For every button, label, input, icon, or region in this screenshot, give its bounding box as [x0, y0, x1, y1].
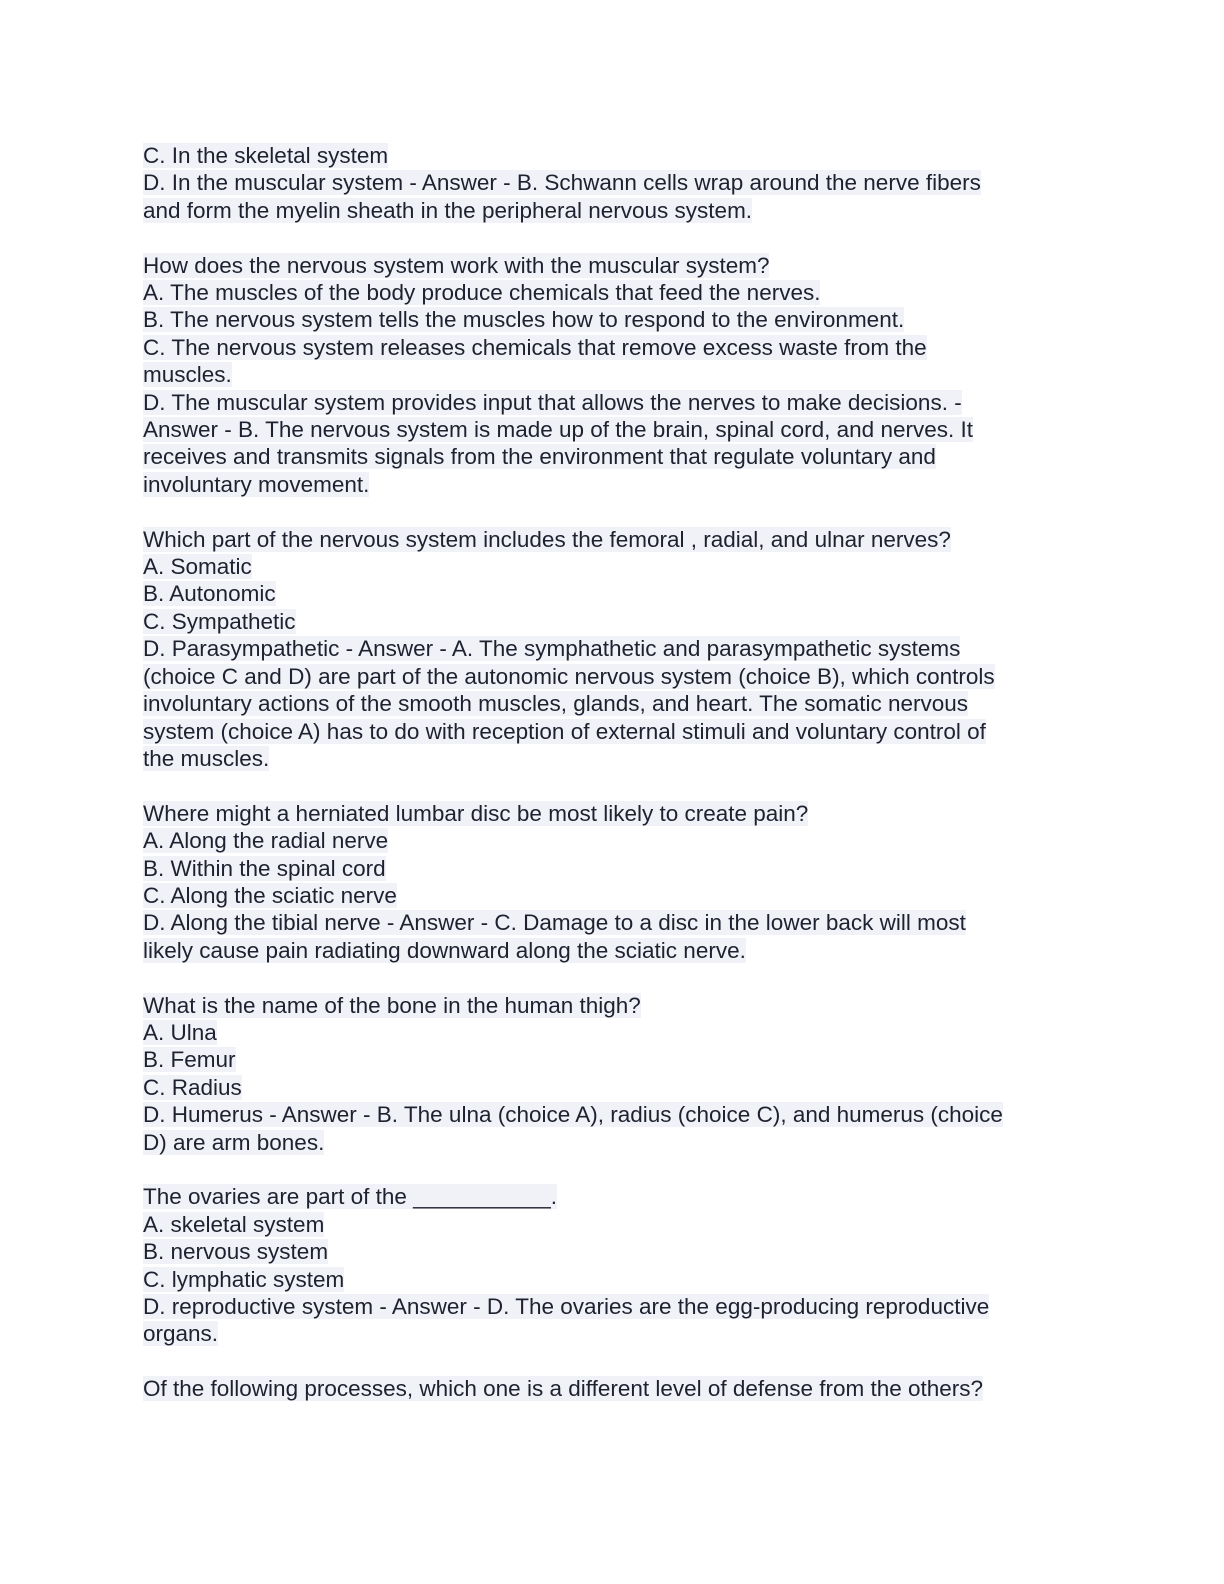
text-line-content: D) are arm bones. — [143, 1129, 325, 1155]
text-line — [143, 1101, 1073, 1128]
text-line — [143, 690, 1073, 717]
text-line — [143, 882, 1073, 909]
text-line — [143, 169, 1073, 196]
question-block — [143, 1183, 1073, 1347]
document-text — [143, 142, 1073, 1430]
text-line-content: receives and transmits signals from the environment that regulate voluntary and — [143, 444, 936, 470]
text-line-content: Where might a herniated lumbar disc be most likely to create pain? — [143, 800, 809, 826]
text-line — [143, 1074, 1073, 1101]
text-line — [143, 553, 1073, 580]
text-line — [143, 142, 1073, 169]
question-block — [143, 142, 1073, 224]
text-line — [143, 416, 1073, 443]
question-block — [143, 526, 1073, 773]
text-line-content: C. The nervous system releases chemicals that remove excess waste from the — [143, 334, 927, 360]
text-line — [143, 580, 1073, 607]
text-line — [143, 443, 1073, 470]
text-line — [143, 361, 1073, 388]
text-line-content: D. reproductive system - Answer - D. The ovaries are the egg-producing reproductive — [143, 1293, 990, 1319]
text-line-content: The ovaries are part of the ___________. — [143, 1184, 558, 1210]
text-line — [143, 827, 1073, 854]
text-line — [143, 279, 1073, 306]
text-line-content: B. The nervous system tells the muscles how to respond to the environment. — [143, 307, 905, 333]
text-line — [143, 1266, 1073, 1293]
text-line-content: B. nervous system — [143, 1239, 329, 1265]
text-line-content: involuntary actions of the smooth muscles, glands, and heart. The somatic nervous — [143, 691, 969, 717]
text-line-content: D. In the muscular system - Answer - B. Schwann cells wrap around the nerve fibers — [143, 170, 981, 196]
text-line — [143, 389, 1073, 416]
text-line-content: D. The muscular system provides input that allows the nerves to make decisions. - — [143, 389, 962, 415]
text-line-content: C. Radius — [143, 1074, 242, 1100]
text-line-content: organs. — [143, 1321, 219, 1347]
text-line — [143, 1375, 1073, 1402]
text-line — [143, 909, 1073, 936]
text-line-content: D. Parasympathetic - Answer - A. The symphathetic and parasympathetic systems — [143, 636, 961, 662]
text-line — [143, 1238, 1073, 1265]
text-line-content: What is the name of the bone in the human thigh? — [143, 992, 641, 1018]
text-line — [143, 334, 1073, 361]
text-line-content: B. Femur — [143, 1047, 236, 1073]
text-line — [143, 1019, 1073, 1046]
text-line — [143, 197, 1073, 224]
text-line — [143, 1211, 1073, 1238]
text-line-content: C. In the skeletal system — [143, 143, 389, 168]
question-block — [143, 1375, 1073, 1402]
text-line — [143, 1293, 1073, 1320]
text-line-content: C. Along the sciatic nerve — [143, 882, 397, 908]
text-line — [143, 1183, 1073, 1210]
text-line — [143, 718, 1073, 745]
text-line-content: system (choice A) has to do with reception of external stimuli and voluntary control of — [143, 718, 986, 744]
text-line-content: D. Humerus - Answer - B. The ulna (choice A), radius (choice C), and humerus (choice — [143, 1102, 1003, 1128]
text-line-content: C. Sympathetic — [143, 608, 296, 634]
text-line — [143, 306, 1073, 333]
text-line-content: Answer - B. The nervous system is made up of the brain, spinal cord, and nerves. It — [143, 417, 973, 443]
question-block — [143, 800, 1073, 964]
text-line-content: (choice C and D) are part of the autonomic nervous system (choice B), which controls — [143, 663, 995, 689]
text-line — [143, 992, 1073, 1019]
text-line-content: involuntary movement. — [143, 471, 370, 497]
text-line-content: and form the myelin sheath in the peripheral nervous system. — [143, 197, 753, 223]
text-line-content: A. Along the radial nerve — [143, 828, 389, 854]
text-line — [143, 745, 1073, 772]
text-line-content: Of the following processes, which one is a different level of defense from the others? — [143, 1376, 984, 1402]
text-line — [143, 800, 1073, 827]
text-line-content: Which part of the nervous system includes the femoral , radial, and ulnar nerves? — [143, 526, 951, 552]
text-line-content: A. Ulna — [143, 1019, 217, 1045]
text-line — [143, 855, 1073, 882]
question-block — [143, 992, 1073, 1156]
text-line — [143, 252, 1073, 279]
question-block — [143, 252, 1073, 499]
text-line — [143, 937, 1073, 964]
text-line — [143, 663, 1073, 690]
text-line — [143, 1046, 1073, 1073]
text-line — [143, 635, 1073, 662]
text-line-content: muscles. — [143, 362, 232, 388]
text-line-content: D. Along the tibial nerve - Answer - C. Damage to a disc in the lower back will most — [143, 910, 966, 936]
text-line — [143, 526, 1073, 553]
text-line — [143, 608, 1073, 635]
text-line — [143, 471, 1073, 498]
text-line-content: A. skeletal system — [143, 1211, 325, 1237]
text-line-content: C. lymphatic system — [143, 1266, 345, 1292]
text-line-content: the muscles. — [143, 745, 270, 771]
text-line-content: How does the nervous system work with the muscular system? — [143, 252, 770, 278]
text-line-content: B. Autonomic — [143, 581, 276, 607]
text-line-content: likely cause pain radiating downward along the sciatic nerve. — [143, 937, 746, 963]
text-line-content: B. Within the spinal cord — [143, 855, 386, 881]
text-line-content: A. The muscles of the body produce chemicals that feed the nerves. — [143, 280, 821, 306]
text-line — [143, 1320, 1073, 1347]
text-line — [143, 1129, 1073, 1156]
text-line-content: A. Somatic — [143, 554, 252, 580]
